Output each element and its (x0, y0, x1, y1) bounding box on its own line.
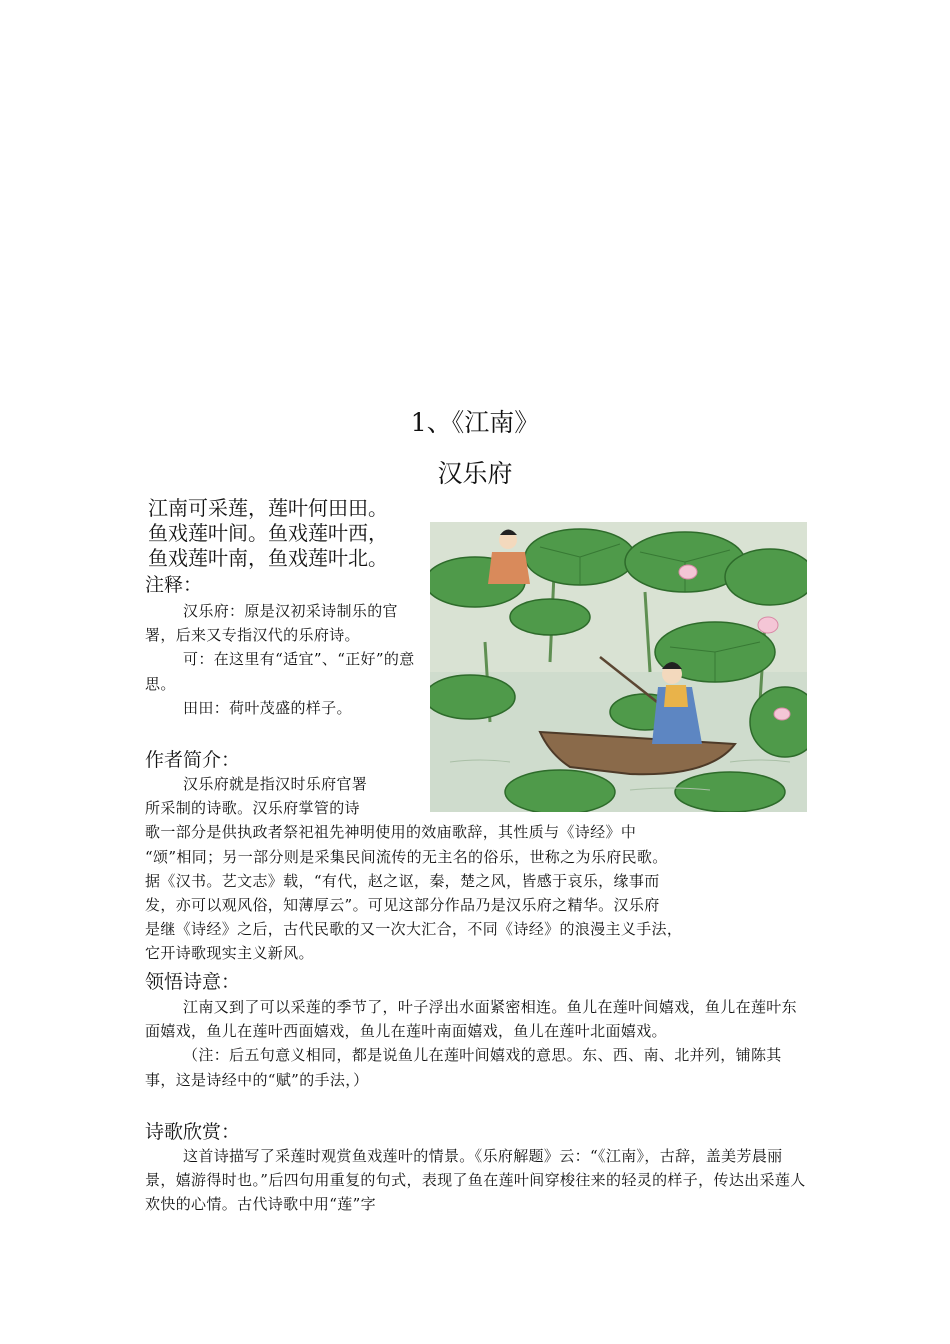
author-intro-line-1: 汉乐府就是指汉时乐府官署 (183, 775, 368, 793)
appreciation-heading: 诗歌欣赏： (145, 1121, 241, 1143)
poem-title: 1、《江南》 (410, 408, 540, 437)
notes-heading: 注释： (145, 574, 203, 596)
poem-line-3: 鱼戏莲叶南，鱼戏莲叶北。 (148, 546, 388, 570)
author-intro-heading: 作者简介： (145, 749, 241, 771)
meaning-note: （注：后五句意义相同，都是说鱼儿在莲叶间嬉戏的意思。东、西、南、北并列，铺陈其事，这是诗经中的“赋”的手法，） (145, 1046, 782, 1089)
meaning-body (145, 995, 807, 1092)
author-intro-line-6: 发，亦可以观风俗，知薄厚云”。可见这部分作品乃是汉乐府之精华。汉乐府 (145, 896, 660, 915)
poem-line-1: 江南可采莲，莲叶何田田。 (148, 496, 388, 520)
author-intro-line-8: 它开诗歌现实主义新风。 (145, 944, 314, 963)
note-item-2: 可：在这里有“适宜”、“正好”的意思。 (145, 650, 415, 693)
author-intro-line-4: “颂”相同；另一部分则是采集民间流传的无主名的俗乐，世称之为乐府民歌。 (145, 847, 668, 866)
author-intro-line-5: 据《汉书。艺文志》载，“有代，赵之讴，秦，楚之风，皆感于哀乐，缘事而 (145, 871, 660, 890)
poem-author: 汉乐府 (437, 459, 513, 488)
notes-list (145, 599, 417, 720)
author-intro-line-3: 歌一部分是供执政者祭祀祖先神明使用的效庙歌辞，其性质与《诗经》中 (145, 823, 637, 842)
lotus-painting-image (430, 522, 807, 812)
meaning-paragraph: 江南又到了可以采莲的季节了，叶子浮出水面紧密相连。鱼儿在莲叶间嬉戏，鱼儿在莲叶东面嬉戏，鱼儿在莲叶西面嬉戏，鱼儿在莲叶南面嬉戏，鱼儿在莲叶北面嬉戏。 (145, 998, 798, 1041)
author-intro-line-7: 是继《诗经》之后，古代民歌的又一次大汇合，不同《诗经》的浪漫主义手法， (145, 920, 683, 939)
appreciation-body (145, 1144, 807, 1217)
note-item-1: 汉乐府：原是汉初采诗制乐的官署，后来又专指汉代的乐府诗。 (145, 602, 398, 645)
poem-line-2: 鱼戏莲叶间。鱼戏莲叶西， (148, 521, 388, 545)
note-item-3: 田田：荷叶茂盛的样子。 (183, 698, 352, 717)
appreciation-paragraph: 这首诗描写了采莲时观赏鱼戏莲叶的情景。《乐府解题》云：“《江南》，古辞，盖美芳晨丽景，嬉游得时也。”后四句用重复的句式，表现了鱼在莲叶间穿梭往来的轻灵的样子，传达出采莲人欢快的心情。古代诗歌中用“莲”字 (145, 1147, 806, 1214)
author-intro-line-2: 所采制的诗歌。汉乐府掌管的诗 (145, 799, 360, 818)
meaning-heading: 领悟诗意： (145, 971, 241, 993)
